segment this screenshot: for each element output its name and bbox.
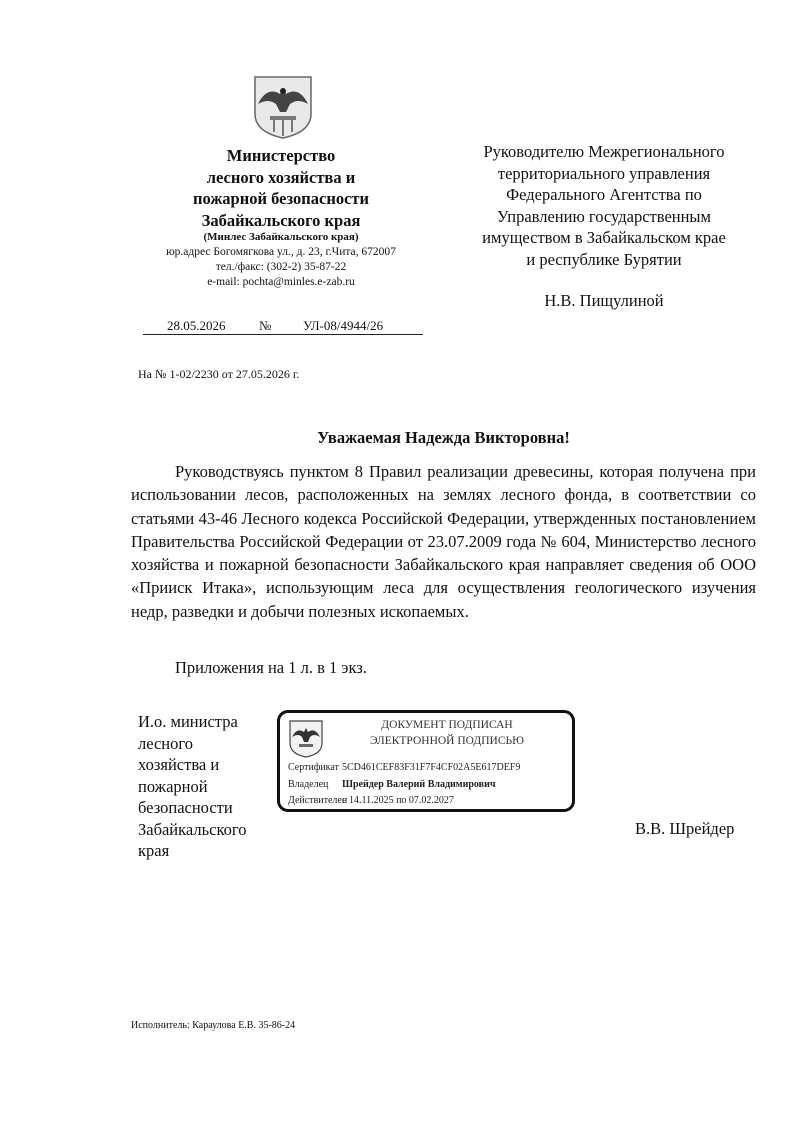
org-email: e-mail: pochta@minles.e-zab.ru [207,276,355,288]
stamp-validity-row: Действителенс 14.11.2025 по 07.02.2027 [288,795,454,806]
stamp-emblem-icon [288,719,324,759]
addressee-line: территориального управления [497,163,711,183]
letter-body [131,460,756,623]
addressee-line: Управлению государственным [497,206,711,226]
org-name-line: Министерство [226,146,336,165]
stamp-owner-row: Владелец Шрейдер Валерий Владимирович [288,779,496,790]
addressee-line: и республике Бурятии [526,249,682,269]
signer-position: И.о. министра лесного хозяйства и пожарной безопасности Забайкальского края [138,712,247,860]
executor-note: Исполнитель: Караулова Е.В. 35-86-24 [131,1020,296,1031]
organization-contacts [128,245,434,290]
org-address: юр.адрес Богомягкова ул., д. 23, г.Чита, 672007 [166,246,396,258]
registration-number: УЛ-08/4944/26 [303,318,384,333]
addressee-block [458,141,750,270]
registration-date: 28.05.2026 [167,318,226,333]
addressee-name: Н.В. Пищулиной [544,291,664,310]
organization-name [128,145,434,231]
addressee-line: Федерального Агентства по [506,185,702,204]
stamp-certificate-row: Сертификат 5CD461CEF83F31F7F4CF02A5E617DEF9 [288,762,521,773]
signer-name: В.В. Шрейдер [635,819,735,838]
addressee-line: имуществом в Забайкальском крае [482,228,726,247]
body-paragraph: Руководствуясь пунктом 8 Правил реализации древесины, которая получена при использовании лесов, расположенных на землях лесного фонда, в соответствии со статьями 43-46 Лесного кодекса Российской Федерации, утвержденных постановлением Правительства Российской Федерации от 23.07.2009 года № 604, Министерство лесного хозяйства и пожарной безопасности Забайкальского края направляет сведения об ООО «Прииск Итака», использующим леса для осуществления геологического изучения недр, разведки и добычи полезных ископаемых. [131,462,756,621]
stamp-title-line1: ДОКУМЕНТ ПОДПИСАН [381,719,513,731]
addressee-line: Руководителю Межрегионального [483,142,725,161]
registration-line [143,318,423,335]
reference-line: На № 1-02/2230 от 27.05.2026 г. [138,367,300,381]
attachments-note: Приложения на 1 л. в 1 экз. [175,658,367,677]
electronic-signature-stamp [277,710,575,812]
org-name-line: Забайкальского края [201,210,361,230]
org-name-line: пожарной безопасности [192,189,370,208]
coat-of-arms-icon [252,74,314,140]
stamp-title-line2: ЭЛЕКТРОННОЙ ПОДПИСЬЮ [370,735,524,747]
org-phone: тел./факс: (302-2) 35-87-22 [215,261,347,273]
registration-number-label: № [259,318,272,333]
org-name-line: лесного хозяйства и [206,167,356,187]
organization-short-name: (Минлес Забайкальского края) [203,231,359,243]
greeting: Уважаемая Надежда Викторовна! [317,428,570,447]
